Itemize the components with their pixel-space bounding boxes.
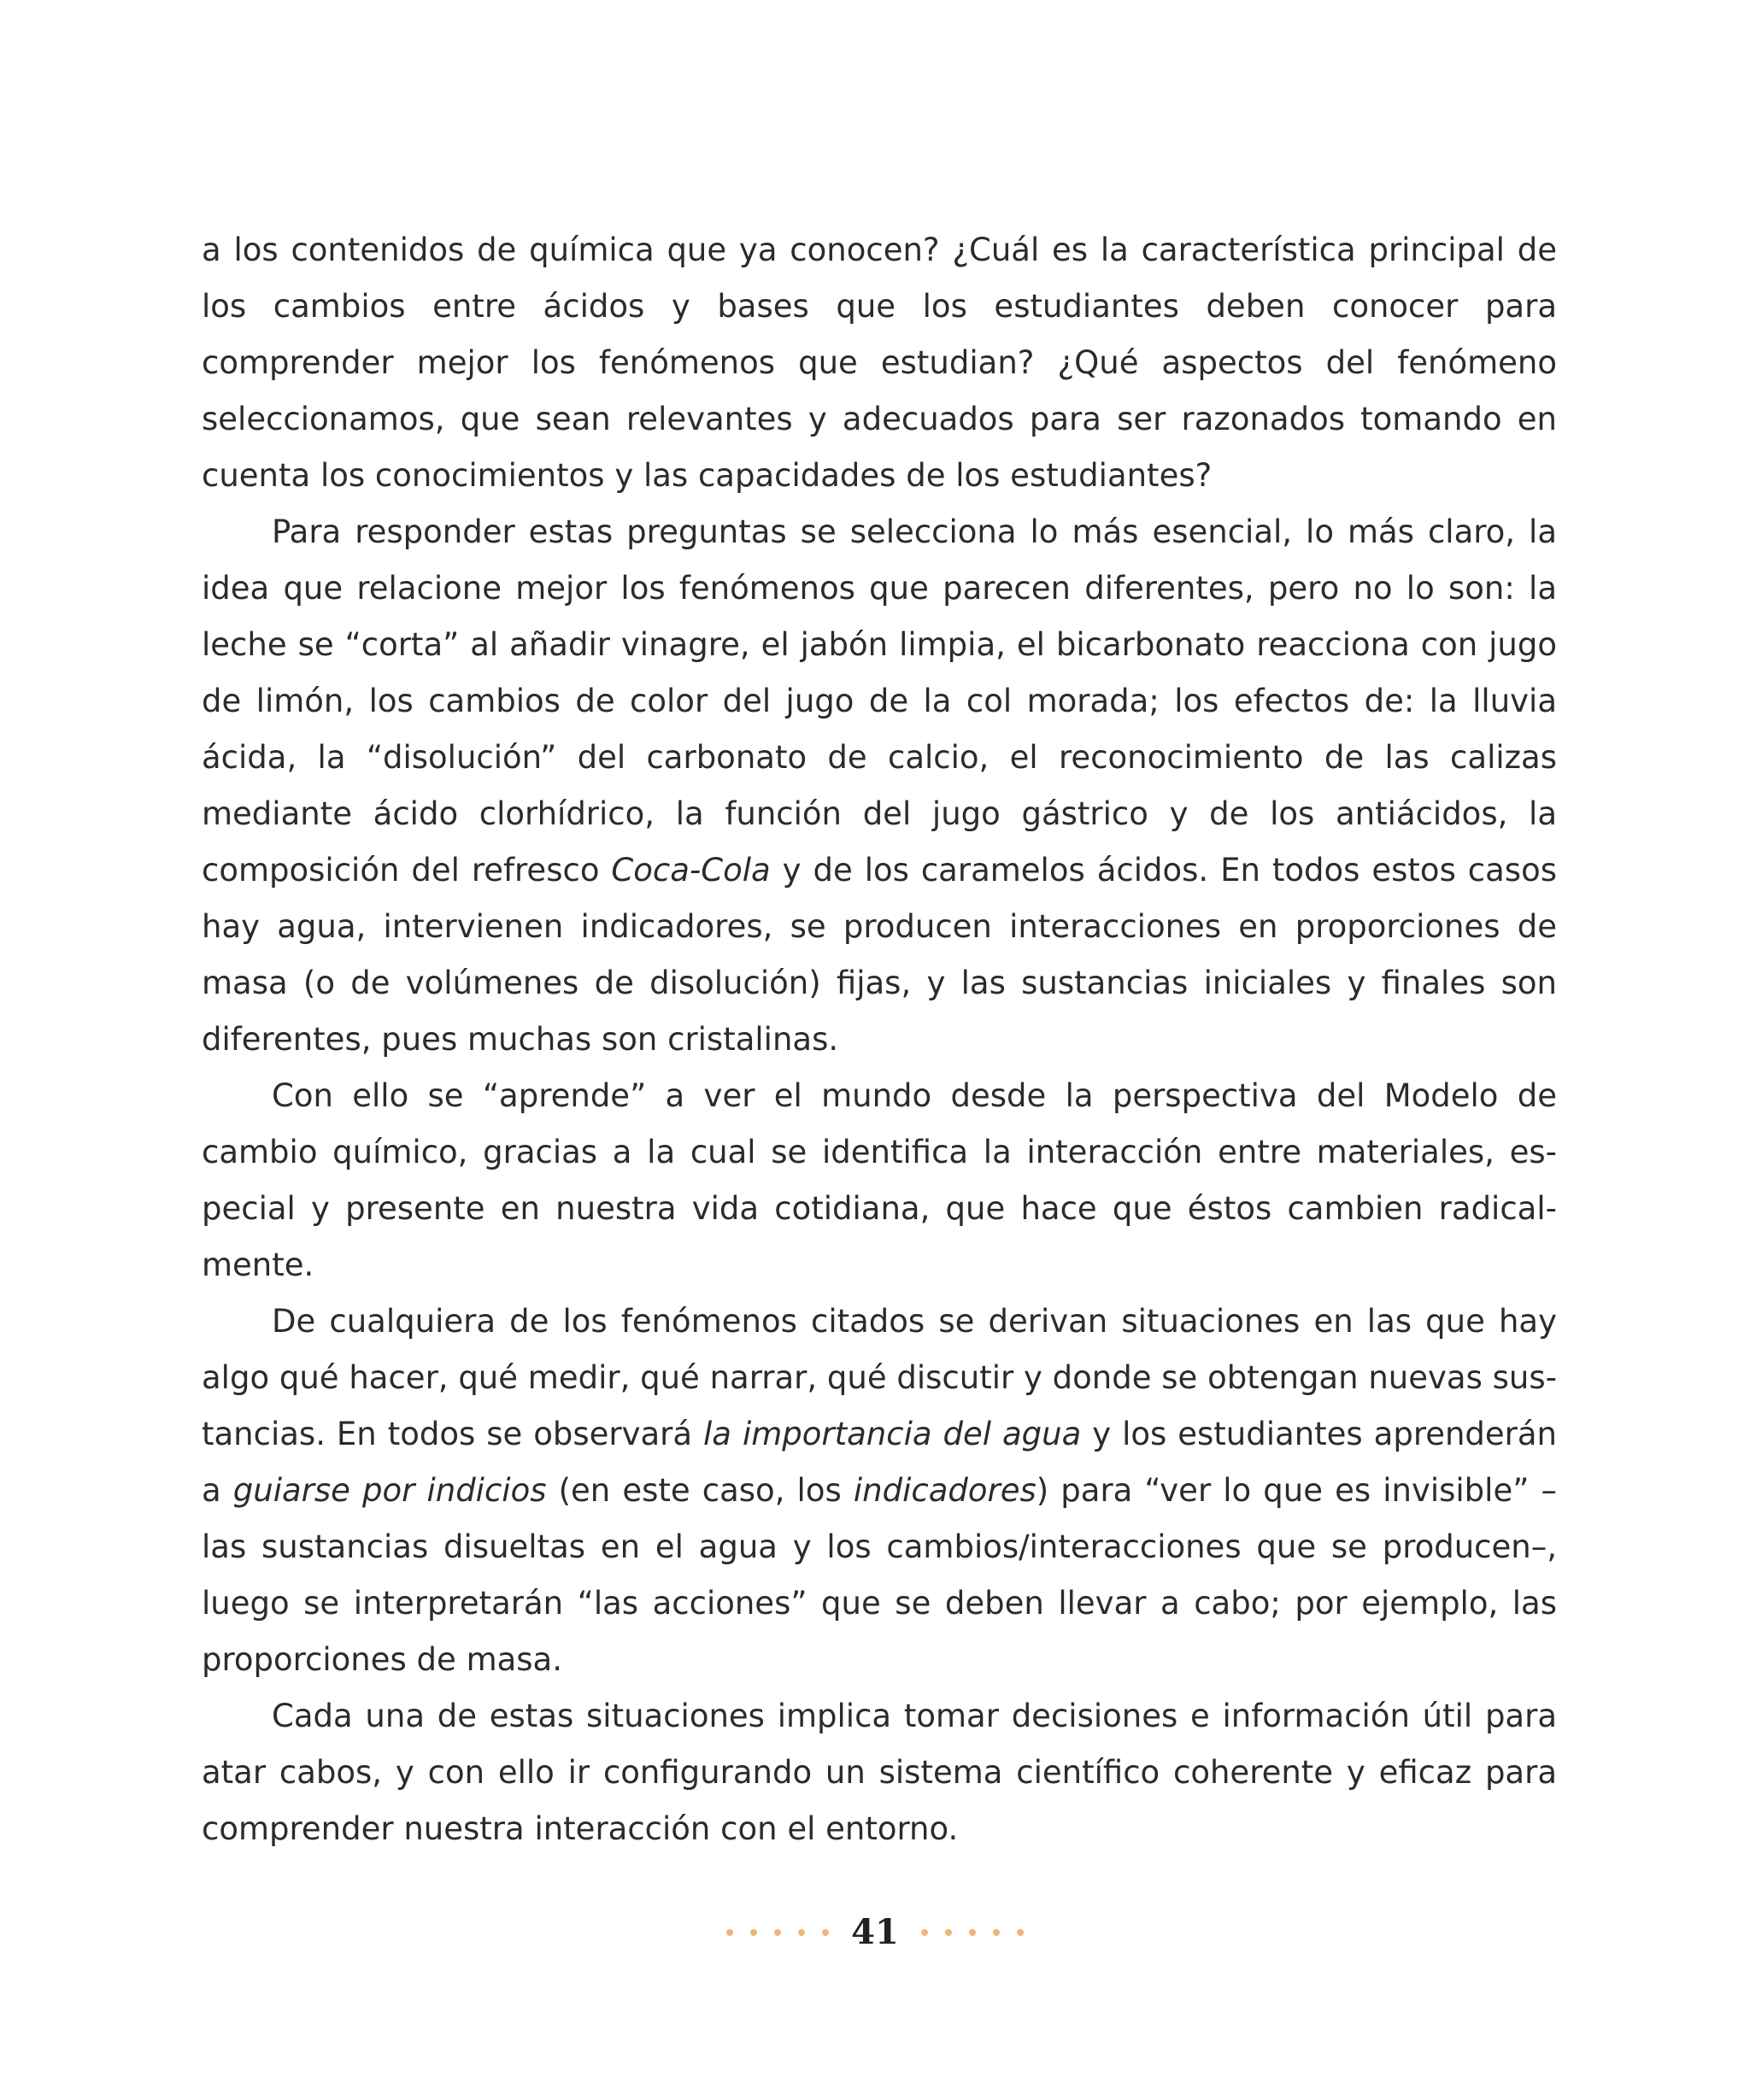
dot-ornament-icon [822,1929,829,1936]
text-segment: Para responder estas preguntas se selecciona lo más esencial, lo más claro, la idea que relacione mejor los fenómenos que parecen diferentes, pero no lo son: la leche se “corta” al añadir vinagre, el jabón limpia, el bicarbonato reacciona con jugo de limón, los cambios de color del jugo de la col morada; los efectos de: la lluvia ácida, la “disolución” del carbonato de calcio, el reconocimiento de las calizas mediante ácido clorhídrico, la función del jugo gástrico y de los antiácidos, la composición del refresco [202,513,1557,889]
text-segment: y de los caramelos ácidos. En todos estos casos hay agua, intervienen indicadores, se producen interacciones en proporciones de masa (o de volúmenes de disolución) fijas, y las sustancias iniciales y finales son diferentes, pues muchas son cristalinas. [202,852,1558,1058]
paragraph-5 [202,1688,1557,1857]
dot-ornament-icon [726,1929,733,1936]
right-dots [921,1929,1024,1936]
paragraph-3 [202,1068,1557,1293]
page-footer [0,1907,1750,1958]
dot-ornament-icon [921,1929,928,1936]
text-segment: De cualquiera de los fenómenos citados se derivan situaciones en las que hay algo qué hacer, qué medir, qué narrar, qué discutir y donde se obtengan nuevas sustancias. En todos se observará [202,1303,1557,1452]
paragraph-1 [202,222,1557,504]
text-segment: Cada una de estas situaciones implica tomar decisiones e información útil para atar cabos, y con ello ir configurando un sistema científico coherente y eficaz para comprender nuestra interacción con el entorno. [202,1698,1557,1847]
left-dots [726,1929,829,1936]
italic-segment: guiarse por indicios [232,1472,547,1509]
paragraph-4 [202,1293,1557,1688]
italic-segment: la importancia del agua [703,1416,1082,1452]
text-segment: y los estudiantes aprenderán a [202,1416,1558,1509]
text-segment: ) para “ver lo que es invisible” –las sustancias disueltas en el agua y los cambios/interacciones que se producen–, luego se interpretarán “las acciones” que se deben llevar a cabo; por ejemplo, las proporciones de masa. [202,1472,1557,1678]
dot-ornament-icon [798,1929,805,1936]
text-segment: (en este caso, los [546,1472,854,1509]
page-number: 41 [851,1912,899,1952]
italic-segment: Coca-Cola [611,852,771,889]
dot-ornament-icon [750,1929,757,1936]
paragraph-2 [202,504,1557,1068]
italic-segment: indicadores [853,1472,1036,1509]
text-segment: a los contenidos de química que ya conocen? ¿Cuál es la característica principal de los cambios entre ácidos y bases que los estudiantes deben conocer para comprender mejor los fenómenos que estudian? ¿Qué aspectos del fenómeno seleccionamos, que sean relevantes y adecuados para ser razonados tomando en cuenta los conocimientos y las capacidades de los estudiantes? [202,232,1557,494]
dot-ornament-icon [945,1929,952,1936]
text-segment: Con ello se “aprende” a ver el mundo desde la perspectiva del Modelo de cambio químico, gracias a la cual se identifica la interacción entre materiales, especial y presente en nuestra vida cotidiana, que hace que éstos cambien radicalmente. [202,1077,1557,1283]
dot-ornament-icon [1017,1929,1024,1936]
dot-ornament-icon [993,1929,1000,1936]
dot-ornament-icon [774,1929,781,1936]
dot-ornament-icon [969,1929,976,1936]
body-text [202,222,1557,1857]
